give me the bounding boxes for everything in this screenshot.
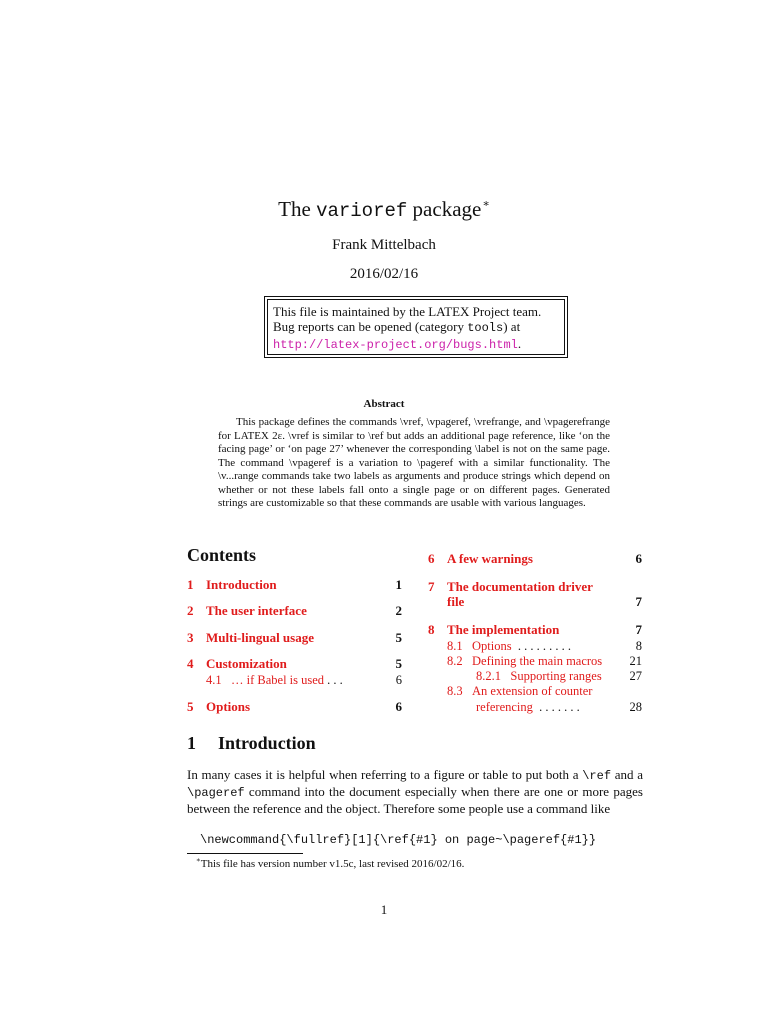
toc-title: Options	[472, 639, 512, 653]
toc-entry-4[interactable]	[187, 656, 287, 672]
toc-leader-dots: . . .	[327, 673, 343, 687]
toc-entry-1[interactable]	[187, 577, 277, 593]
paragraph-text: and a	[611, 767, 643, 782]
toc-page: 6	[395, 673, 402, 687]
document-title	[0, 197, 768, 222]
toc-num: 8	[428, 622, 435, 637]
toc-leader-dots: . . . . . . .	[539, 700, 580, 714]
toc-page: 27	[629, 669, 642, 683]
toc-page: 5	[395, 656, 402, 671]
toc-entry-8-2-1[interactable]	[476, 669, 602, 684]
toc-title: An extension of counter	[472, 684, 593, 698]
section-heading	[187, 733, 316, 754]
section-number: 1	[187, 733, 196, 753]
toc-page: 6	[635, 551, 642, 566]
abstract-text: This package defines the commands \vref, \vpageref, \vrefrange, and \vpagerefrange for LATEX 2ε. \vref is similar to \ref but adds an additional page reference, like ‘on the facing page’ or ‘on page 27’ whenever the corresponding \label is not on the same page. The command \vpageref is a variation to \pageref with a similar functionality. The \v...range commands take two labels as arguments and produce strings which depend on whether or not these labels fall onto a single page or on different pages. Generated strings are customizable so that these commands are usable with various languages.	[218, 416, 610, 509]
footnote-text: This file has version number v1.5c, last revised 2016/02/16.	[200, 858, 465, 870]
toc-page: 6	[395, 699, 402, 714]
paragraph-text: In many cases it is helpful when referring to a figure or table to put both a	[187, 767, 583, 782]
maintenance-notice	[264, 296, 568, 358]
toc-page: 2	[395, 603, 402, 618]
toc-title: Multi-lingual usage	[206, 630, 314, 645]
page-number: 1	[380, 902, 388, 917]
toc-entry-6[interactable]	[428, 551, 533, 567]
inline-code: \pageref	[187, 786, 245, 800]
toc-page: 1	[395, 577, 402, 592]
toc-num: 8.3	[447, 684, 463, 698]
notice-line-1: This file is maintained by the LATEX Project team.	[273, 304, 542, 319]
toc-title: … if Babel is used	[231, 673, 325, 687]
toc-num: 8.1	[447, 639, 463, 653]
toc-title-cont: file	[447, 594, 465, 609]
toc-page: 7	[635, 594, 642, 609]
toc-num: 4.1	[206, 673, 222, 687]
toc-entry-8-1[interactable]	[447, 639, 571, 654]
toc-title: Defining the main macros	[472, 654, 603, 668]
toc-title: Options	[206, 699, 251, 714]
notice-text-end: ) at	[503, 319, 521, 334]
notice-period: .	[517, 336, 522, 351]
toc-title: The user interface	[206, 603, 307, 618]
notice-category: tools	[467, 321, 504, 335]
toc-entry-8-2[interactable]	[447, 654, 602, 669]
section-paragraph	[187, 767, 643, 817]
toc-num: 8.2.1	[476, 669, 501, 683]
notice-line-3	[273, 336, 559, 353]
toc-entry-4-1[interactable]	[206, 673, 343, 688]
toc-page: 5	[395, 630, 402, 645]
toc-page: 28	[629, 700, 642, 714]
toc-entry-7[interactable]	[428, 579, 593, 595]
title-prefix: The	[278, 197, 317, 221]
section-title: Introduction	[218, 733, 316, 753]
toc-page: 21	[629, 654, 642, 668]
bugs-link[interactable]: http://latex-project.org/bugs.html	[273, 338, 518, 352]
contents-heading: Contents	[187, 545, 257, 565]
toc-num: 2	[187, 603, 194, 618]
toc-title: A few warnings	[447, 551, 533, 566]
inline-code: \ref	[582, 769, 612, 783]
toc-title: The documentation driver	[447, 579, 593, 594]
toc-entry-8-3-cont[interactable]	[476, 700, 580, 715]
toc-entry-7-cont[interactable]	[447, 594, 464, 610]
code-sample: \newcommand{\fullref}[1]{\ref{#1} on page~\pageref{#1}}	[200, 833, 597, 847]
notice-line-2	[273, 319, 559, 336]
toc-title: Supporting ranges	[510, 669, 602, 683]
footnote-rule	[187, 853, 303, 854]
toc-entry-3[interactable]	[187, 630, 314, 646]
toc-title: Customization	[206, 656, 287, 671]
toc-leader-dots: . . . . . . . . .	[517, 639, 571, 653]
toc-num: 7	[428, 579, 435, 594]
toc-num: 4	[187, 656, 194, 671]
toc-num: 3	[187, 630, 194, 645]
toc-entry-8[interactable]	[428, 622, 559, 638]
toc-title: Introduction	[206, 577, 277, 592]
maintenance-notice-inner	[267, 299, 565, 355]
toc-title-cont: referencing	[476, 700, 533, 714]
title-suffix: package	[407, 197, 482, 221]
title-footnote-mark: ∗	[482, 198, 490, 210]
toc-entry-8-3[interactable]	[447, 684, 592, 699]
toc-title: The implementation	[447, 622, 560, 637]
toc-num: 1	[187, 577, 194, 592]
title-package-name: varioref	[316, 200, 408, 222]
date: 2016/02/16	[349, 266, 419, 282]
footnote	[196, 856, 464, 870]
toc-entry-5[interactable]	[187, 699, 250, 715]
footnote-mark: ∗	[196, 856, 201, 864]
toc-num: 5	[187, 699, 194, 714]
toc-page: 7	[635, 622, 642, 637]
toc-num: 6	[428, 551, 435, 566]
abstract-body	[218, 416, 610, 511]
paragraph-text: command into the document especially when there are one or more pages between the reference and the object. Therefore some people use a command like	[187, 784, 643, 816]
toc-entry-2[interactable]	[187, 603, 307, 619]
toc-num: 8.2	[447, 654, 463, 668]
author: Frank Mittelbach	[332, 237, 436, 253]
abstract-heading: Abstract	[363, 398, 405, 410]
toc-page: 8	[635, 639, 642, 653]
notice-text: Bug reports can be opened (category	[273, 319, 468, 334]
